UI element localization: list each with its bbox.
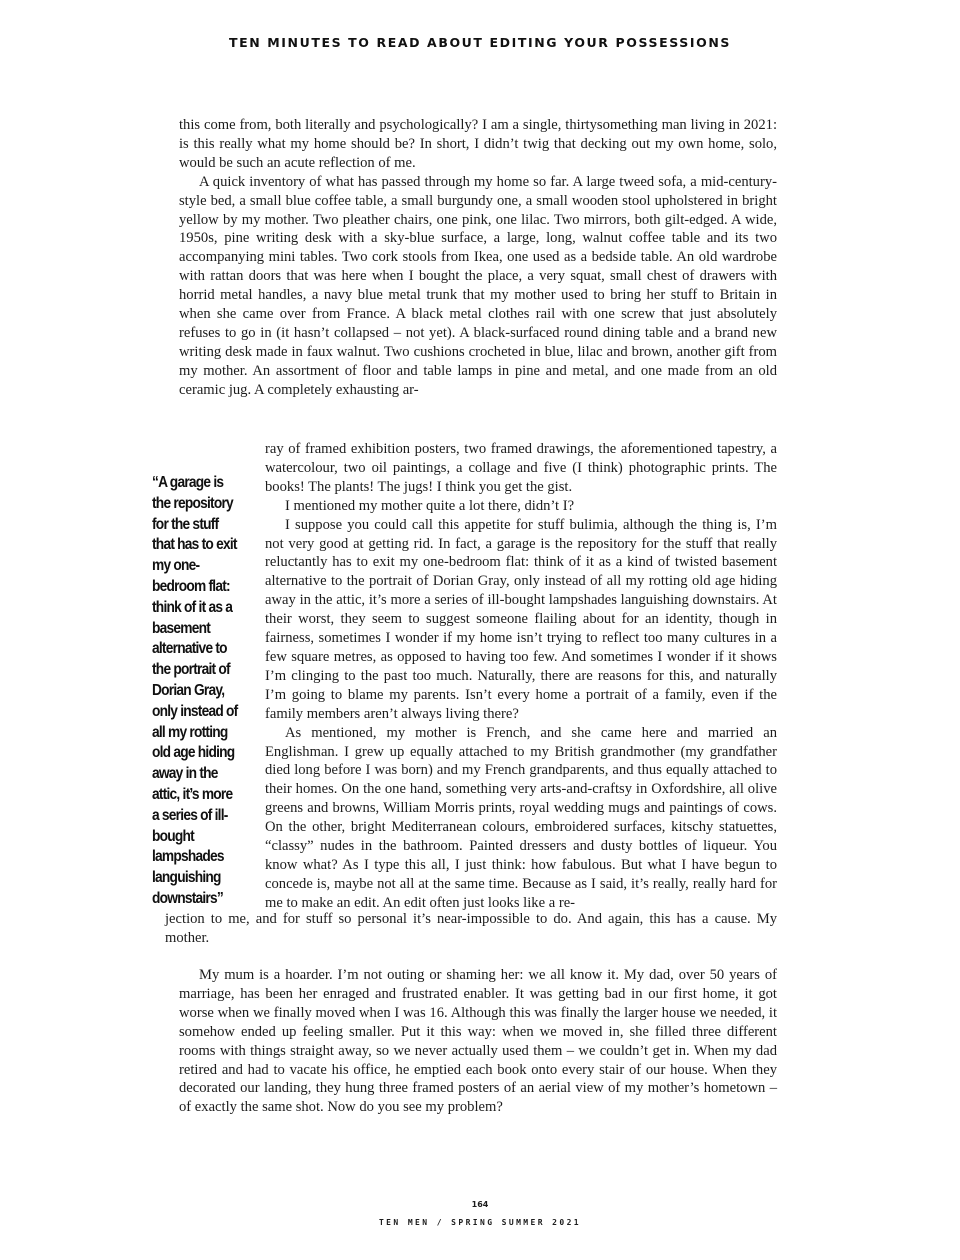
publication-footer: TEN MEN / SPRING SUMMER 2021 (378, 1218, 582, 1227)
paragraph: I suppose you could call this appetite for stuff bulimia, although the thing is, I’m not very good at getting rid. In fact, a garage is the repository for the stuff that really reluctantly has to exit my one-bedroom flat: think of it as a kind of twisted basement alternative to the portrait of Dorian Gray, only instead of all my rotting old age hiding away in the attic, it’s more a series of ill-bought lampshades languishing downstairs. At their worst, they seem to suggest someone flailing about for an identity, though in fairness, sometimes I wonder if my home isn’t trying to reflect too many cultures in a few square metres, as opposed to having too few. And sometimes I wonder if it shows I’m clinging to the past too much. Naturally, there are reasons for this, and naturally I’m going to blame my parents. Isn’t every home a portrait of a family, even if the family members aren’t always living there? (265, 516, 777, 722)
paragraph: jection to me, and for stuff so personal it’s near-impossible to do. And again, this has a cause. My mother. (165, 911, 777, 946)
paragraph: My mum is a hoarder. I’m not outing or shaming her: we all know it. My dad, over 50 years of marriage, has been her enraged and frustrated enabler. It was getting bad in our first home, it got worse when we finally moved when I was 16. Although this was finally the larger house we needed, it somehow ended up feeling smaller. Put it this way: when we moved in, she filled three different rooms with things straight away, so we never actually used them – we couldn’t get in. When my dad retired and had to vacate his office, he emptied each book onto every stair of our house. When they decorated our landing, they hung three framed posters of an aerial view of my mother’s hometown – of exactly the same shot. Now do you see my problem? (179, 967, 777, 1116)
article-column-narrow (265, 440, 777, 913)
paragraph: As mentioned, my mother is French, and she came here and married an Englishman. I grew up equally attached to my British grandmother (my grandfather died long before I was born) and my French grandparents, and thus equally attached to their homes. On the one hand, something very arts-and-craftsy in Oxfordshire, all olive greens and browns, William Morris prints, royal wedding mugs and paintings of cows. On the other, bright Mediterranean colours, embroidered surfaces, kitschy statuettes, “classy” nudes in the bathroom. Painted dressers and dusty bottles of liqueur. You know what? As I type this all, I just think: how fabulous. But what I have begun to concede is, maybe not all at the same time. Because as I said, it’s really, really hard for me to make an edit. An edit often just looks like a re- (265, 724, 777, 911)
page-number: 164 (471, 1200, 489, 1209)
article-column-full (179, 116, 777, 400)
paragraph: A quick inventory of what has passed through my home so far. A large tweed sofa, a mid-century-style bed, a small blue coffee table, a small burgundy one, a small wooden stool upholstered in bright yellow by my mother. Two pleather chairs, one pink, one lilac. Two mirrors, both gilt-edged. A wide, 1950s, pine writing desk with a sky-blue surface, a large, long, walnut coffee table and its two accompanying mini tables. Two cork stools from Ikea, one used as a bedside table. An old wardrobe with rattan doors that was here when I bought the place, a very squat, small chest of drawers with horrid metal handles, a navy blue metal trunk that my mother used to bring her stuff to Britain in when she came over from France. A black metal clothes rail with one screw that just absolutely refuses to go in (it hasn’t collapsed – not yet). A black-surfaced round dining table and a brand new writing desk made in faux walnut. Two cushions crocheted in blue, lilac and brown, another gift from my mother. An assortment of floor and table lamps in pine and metal, and one made from an old ceramic jug. A completely exhausting ar- (179, 173, 777, 398)
paragraph: ray of framed exhibition posters, two framed drawings, the aforementioned tapestry, a watercolour, two oil paintings, a collage and five (I think) photographic prints. The books! The plants! The jugs! I think you get the gist. (265, 441, 777, 495)
article-column-final (179, 966, 777, 1117)
page-header: TEN MINUTES TO READ ABOUT EDITING YOUR POSSESSIONS (228, 35, 732, 50)
pull-quote: “A garage is the repository for the stuff that has to exit my one-bedroom flat: think of it as a basement alternative to the portrait of Dorian Gray, only instead of all my rotting old age hiding away in the attic, it’s more a series of ill-bought lampshades languishing downstairs” (152, 474, 238, 907)
paragraph: this come from, both literally and psychologically? I am a single, thirtysomething man living in 2021: is this really what my home should be? In short, I didn’t twig that decking out my own home, solo, would be such an acute reflection of me. (179, 117, 777, 171)
article-column-wide (165, 910, 777, 948)
paragraph: I mentioned my mother quite a lot there, didn’t I? (285, 497, 575, 514)
